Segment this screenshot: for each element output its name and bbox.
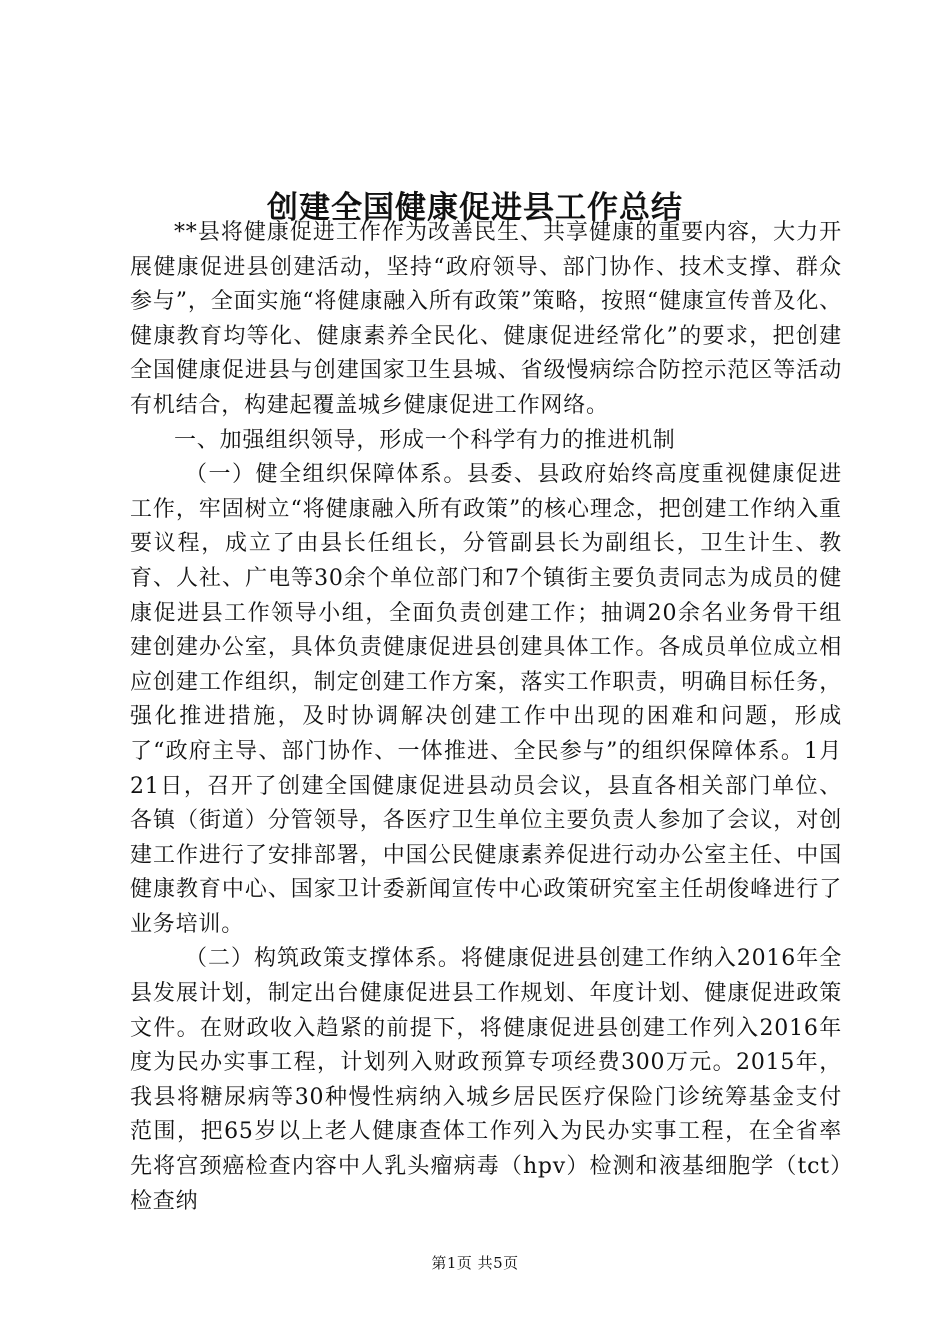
paragraph-policy: （二）构筑政策支撑体系。将健康促进县创建工作纳入2016年全县发展计划，制定出台健康促进县工作规划、年度计划、健康促进政策文件。在财政收入趋紧的前提下，将健康促进县创建工作列入2016年度为民办实事工程，计划列入财政预算专项经费300万元。2015年，我县将糖尿病等30种慢性病纳入城乡居民医疗保险门诊统筹基金支付范围，把65岁以上老人健康查体工作列入为民办实事工程，在全省率先将宫颈癌检查内容中人乳头瘤病毒（hpv）检测和液基细胞学（tct）检查纳 [130, 946, 842, 1214]
page-footer: 第1页 共5页 [431, 1254, 519, 1272]
document-title: 创建全国健康促进县工作总结 [267, 190, 683, 226]
paragraph-intro: **县将健康促进工作作为改善民生、共享健康的重要内容，大力开展健康促进县创建活动，坚持“政府领导、部门协作、技术支撑、群众参与”，全面实施“将健康融入所有政策”策略，按照“健康宣传普及化、健康教育均等化、健康素养全民化、健康促进经常化”的要求，把创建全国健康促进县与创建国家卫生县城、省级慢病综合防控示范区等活动有机结合，构建起覆盖城乡健康促进工作网络。 [130, 220, 842, 418]
paragraph-organization: （一）健全组织保障体系。县委、县政府始终高度重视健康促进工作，牢固树立“将健康融入所有政策”的核心理念，把创建工作纳入重要议程，成立了由县长任组长，分管副县长为副组长，卫生计生、教育、人社、广电等30余个单位部门和7个镇街主要负责同志为成员的健康促进县工作领导小组，全面负责创建工作；抽调20余名业务骨干组建创建办公室，具体负责健康促进县创建具体工作。各成员单位成立相应创建工作组织，制定创建工作方案，落实工作职责，明确目标任务，强化推进措施，及时协调解决创建工作中出现的困难和问题，形成了“政府主导、部门协作、一体推进、全民参与”的组织保障体系。1月21日，召开了创建全国健康促进县动员会议，县直各相关部门单位、各镇（街道）分管领导，各医疗卫生单位主要负责人参加了会议，对创建工作进行了安排部署，中国公民健康素养促进行动办公室主任、中国健康教育中心、国家卫计委新闻宣传中心政策研究室主任胡俊峰进行了业务培训。 [130, 462, 842, 937]
section-heading-1: 一、加强组织领导，形成一个科学有力的推进机制 [174, 427, 676, 453]
document-body [130, 216, 842, 1219]
